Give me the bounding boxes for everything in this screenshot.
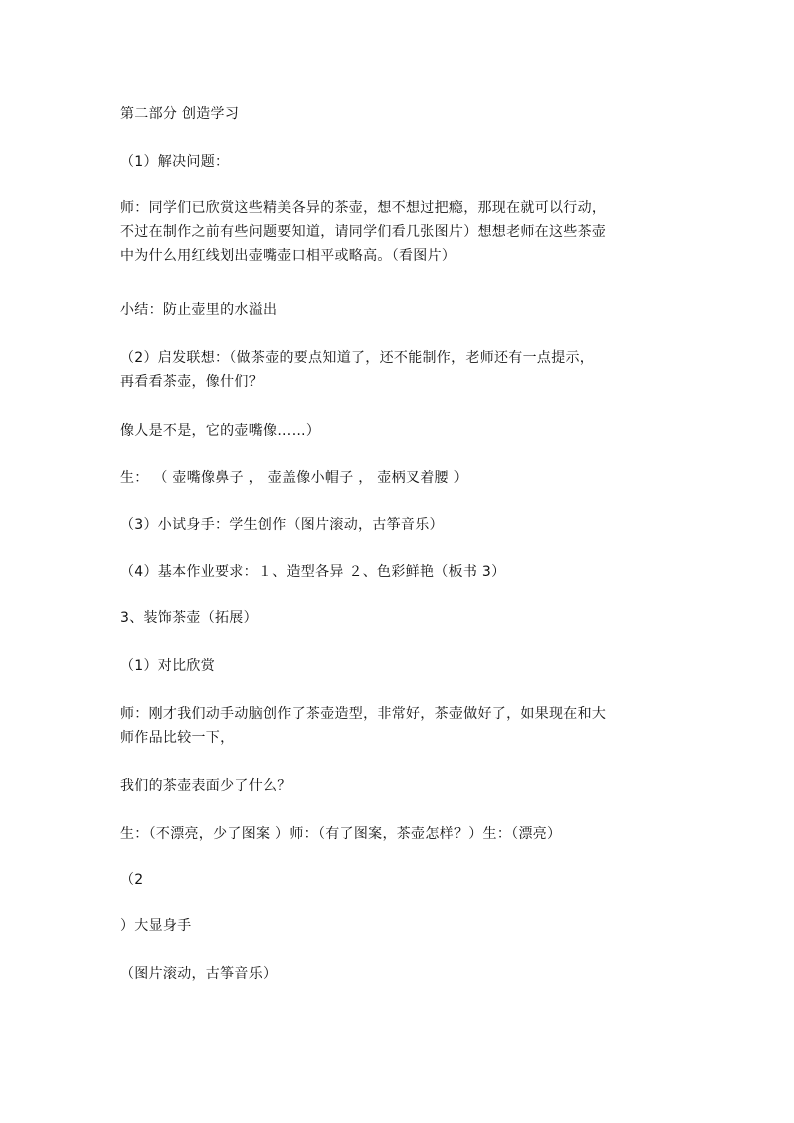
paragraph-line: （2）启发联想：（做茶壶的要点知道了，还不能制作，老师还有一点提示， bbox=[120, 350, 595, 366]
paragraph-requirements: （4）基本作业要求：１、造型各异 ２、色彩鲜艳（板书 3） bbox=[120, 564, 506, 580]
paragraph-show-skill: ）大显身手 bbox=[120, 918, 192, 934]
paragraph-item-number: （2 bbox=[120, 872, 144, 888]
paragraph-compare: （1）对比欣赏 bbox=[120, 658, 216, 674]
paragraph-teacher-intro bbox=[120, 196, 680, 268]
section-heading: 第二部分 创造学习 bbox=[120, 106, 240, 122]
paragraph-teacher-compare bbox=[120, 702, 680, 750]
paragraph-summary: 小结：防止壶里的水溢出 bbox=[120, 302, 278, 318]
paragraph-like-person: 像人是不是，它的壶嘴像……） bbox=[120, 423, 321, 439]
paragraph-line: 师：同学们已欣赏这些精美各异的茶壶，想不想过把瘾，那现在就可以行动， bbox=[120, 200, 607, 216]
paragraph-music-note: （图片滚动，古筝音乐） bbox=[120, 966, 278, 982]
paragraph-solve-problem: （1）解决问题： bbox=[120, 154, 230, 170]
paragraph-line: 再看看茶壶，像什们？ bbox=[120, 374, 263, 390]
paragraph-decorate: 3、装饰茶壶（拓展） bbox=[120, 610, 258, 626]
paragraph-question: 我们的茶壶表面少了什么？ bbox=[120, 778, 292, 794]
paragraph-student-answer: 生： （ 壶嘴像鼻子 ， 壶盖像小帽子 ， 壶柄叉着腰 ） bbox=[120, 470, 468, 486]
paragraph-line: 师：刚才我们动手动脑创作了茶壶造型，非常好，茶壶做好了，如果现在和大 bbox=[120, 706, 607, 722]
paragraph-line: 师作品比较一下， bbox=[120, 730, 235, 746]
paragraph-try-hand: （3）小试身手：学生创作（图片滚动，古筝音乐） bbox=[120, 517, 444, 533]
paragraph-line: 中为什么用红线划出壶嘴壶口相平或略高。（看图片） bbox=[120, 248, 457, 264]
paragraph-line: 不过在制作之前有些问题要知道，请同学们看几张图片）想想老师在这些茶壶 bbox=[120, 224, 607, 240]
paragraph-inspire bbox=[120, 346, 680, 394]
paragraph-dialogue: 生：（不漂亮，少了图案 ）师：（有了图案，茶壶怎样？）生：（漂亮） bbox=[120, 826, 562, 842]
